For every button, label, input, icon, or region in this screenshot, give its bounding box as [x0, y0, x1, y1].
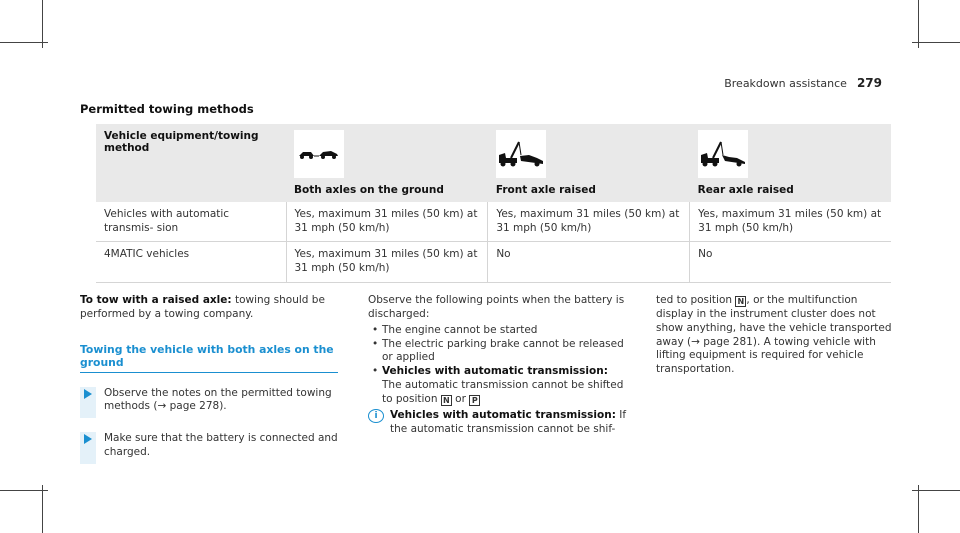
crop-mark	[0, 42, 48, 43]
crop-mark	[912, 490, 960, 491]
table-header-front-raised	[488, 124, 690, 202]
crop-mark	[918, 485, 919, 533]
table-cell: Yes, maximum 31 miles (50 km) at 31 mph (50 km/h)	[488, 202, 690, 242]
table-cell: No	[488, 242, 690, 282]
crop-mark	[0, 490, 48, 491]
subheading: Towing the vehicle with both axles on the ground	[80, 344, 338, 373]
column-label: Both axles on the ground	[294, 184, 444, 196]
gear-n-icon: N	[735, 296, 746, 307]
text-column-2	[368, 294, 628, 437]
text-column-3	[656, 294, 896, 377]
table-header-rear-raised	[690, 124, 891, 202]
section-name: Breakdown assistance	[724, 77, 847, 90]
crop-mark	[42, 0, 43, 48]
towing-methods-table	[96, 124, 891, 283]
arrow-right-icon	[84, 389, 92, 399]
step-text: Make sure that the battery is connected and charged.	[104, 432, 338, 459]
intro-paragraph: Observe the following points when the battery is discharged:	[368, 294, 625, 320]
running-head	[724, 76, 882, 90]
step-item	[80, 432, 338, 464]
list-item: • The electric parking brake cannot be released or applied	[368, 338, 628, 366]
column-label: Rear axle raised	[697, 184, 794, 196]
row-label: 4MATIC vehicles	[96, 242, 286, 282]
continued-note: ted to position N , or the multifunction display in the instrument cluster does not show anything, have the vehicle transported away (→ page 281). A towing vehicle with lifting equipment is required for vehicle transportation.	[656, 294, 892, 376]
step-text: Observe the notes on the permitted towing methods (→ page 278).	[104, 386, 332, 413]
table-row	[96, 202, 891, 242]
crop-mark	[918, 0, 919, 48]
table-header-both-axles	[286, 124, 488, 202]
table-cell: Yes, maximum 31 miles (50 km) at 31 mph (50 km/h)	[286, 202, 488, 242]
tow-truck-rear-raised-icon	[698, 130, 748, 178]
gear-p-icon: P	[469, 395, 480, 406]
arrow-right-icon	[84, 434, 92, 444]
info-note: i Vehicles with automatic transmission: If the automatic transmission cannot be shif-	[368, 409, 628, 437]
intro-paragraph: To tow with a raised axle: towing should be performed by a towing company.	[80, 294, 325, 320]
gear-n-icon: N	[441, 395, 452, 406]
table-header-equipment: Vehicle equipment/towing method	[96, 124, 286, 202]
table-row	[96, 242, 891, 282]
row-label: Vehicles with automatic transmis- sion	[96, 202, 286, 242]
column-label: Front axle raised	[495, 184, 596, 196]
step-item	[80, 387, 338, 419]
page-number: 279	[856, 76, 882, 90]
crop-mark	[42, 485, 43, 533]
section-title: Permitted towing methods	[80, 102, 254, 116]
table-cell: No	[690, 242, 891, 282]
table-cell: Yes, maximum 31 miles (50 km) at 31 mph (50 km/h)	[286, 242, 488, 282]
bullet-list	[368, 324, 628, 407]
crop-mark	[912, 42, 960, 43]
list-item: • The engine cannot be started	[368, 324, 628, 338]
info-icon: i	[368, 409, 384, 423]
list-item: • Vehicles with automatic transmission: The automatic transmission cannot be shifted to position N or P	[368, 365, 628, 407]
text-column-1	[80, 294, 338, 464]
car-flat-tow-icon	[294, 130, 344, 178]
tow-truck-front-raised-icon	[496, 130, 546, 178]
table-cell: Yes, maximum 31 miles (50 km) at 31 mph (50 km/h)	[690, 202, 891, 242]
